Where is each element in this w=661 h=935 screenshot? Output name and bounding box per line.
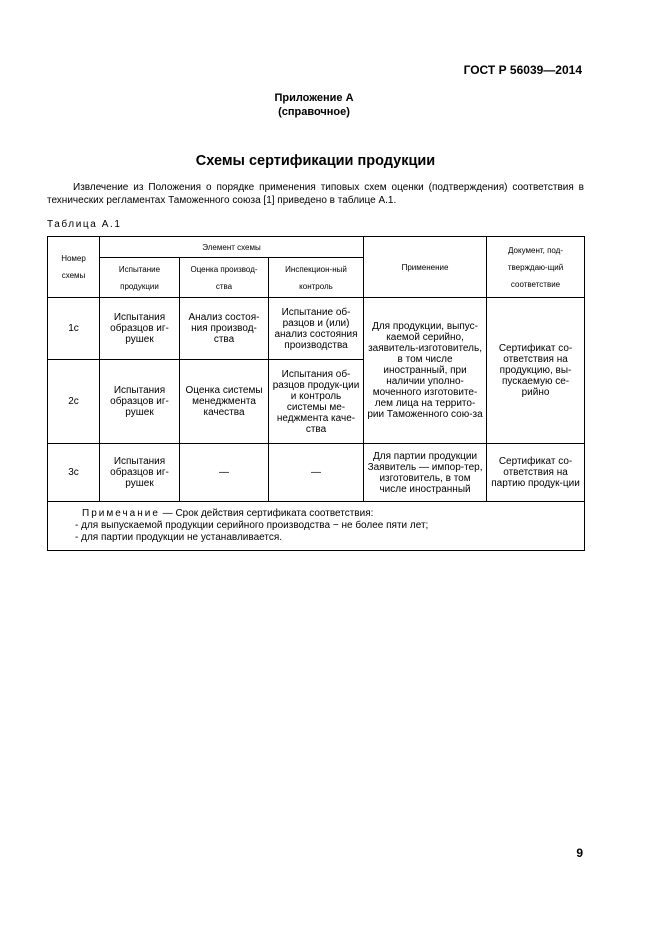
annex-title: Приложение А xyxy=(274,92,354,104)
header-production-assessment: Оценка производ-ства xyxy=(180,258,269,298)
annex-type: (справочное) xyxy=(278,106,350,118)
header-document: Документ, под-тверждаю-щий соответствие xyxy=(487,237,585,298)
application-cell-serial: Для продукции, выпус-каемой серийно, заявитель-изготовитель, в том числе иностранный, при наличии уполно-моченного изготовите-лем лица на террито-рии Таможенного сою-за xyxy=(364,298,487,444)
sample-testing-cell: Испытания образцов иг-рушек xyxy=(100,444,180,502)
application-cell-batch: Для партии продукции Заявитель — импор-тер, изготовитель, в том числе иностранный xyxy=(364,444,487,502)
table-note-row xyxy=(48,502,585,551)
table-note xyxy=(48,502,585,551)
intro-paragraph xyxy=(47,181,584,207)
inspection-control-cell: — xyxy=(269,444,364,502)
inspection-control-cell: Испытания об-разцов продук-ции и контроль системы ме-неджмента каче-ства xyxy=(269,360,364,444)
production-assessment-cell: Оценка системы менеджмента качества xyxy=(180,360,269,444)
scheme-number: 1с xyxy=(48,298,100,360)
standard-code: ГОСТ Р 56039—2014 xyxy=(463,63,582,77)
inspection-control-cell: Испытание об-разцов и (или) анализ состояния производства xyxy=(269,298,364,360)
production-assessment-cell: Анализ состоя-ния производ-ства xyxy=(180,298,269,360)
production-assessment-cell: — xyxy=(180,444,269,502)
header-application: Применение xyxy=(364,237,487,298)
note-line-batch: - для партии продукции не устанавливается. xyxy=(75,532,283,543)
sample-testing-cell: Испытания образцов иг-рушек xyxy=(100,360,180,444)
header-sample-testing: Испытание продукции xyxy=(100,258,180,298)
table-row xyxy=(48,444,585,502)
note-text: — Срок действия сертификата соответствия: xyxy=(159,508,374,519)
document-cell-serial: Сертификат со-ответствия на продукцию, вы-пускаемую се-рийно xyxy=(487,298,585,444)
note-label: Примечание xyxy=(82,508,160,519)
page-number: 9 xyxy=(576,846,583,860)
scheme-number: 3с xyxy=(48,444,100,502)
header-scheme-element: Элемент схемы xyxy=(100,237,364,258)
table-caption: Таблица А.1 xyxy=(47,219,122,230)
header-scheme-number: Номер схемы xyxy=(48,237,100,298)
document-title: Схемы сертификации продукции xyxy=(195,153,436,169)
header-inspection-control: Инспекцион-ный контроль xyxy=(269,258,364,298)
certification-schemes-table xyxy=(47,236,585,551)
sample-testing-cell: Испытания образцов иг-рушек xyxy=(100,298,180,360)
table-row xyxy=(48,298,585,360)
annex-heading xyxy=(0,91,628,119)
intro-text: Извлечение из Положения о порядке применения типовых схем оценки (подтверждения) соответствия в технических регламентах Таможенного союза [1] приведено в таблице А.1. xyxy=(47,182,584,206)
document-cell-batch: Сертификат со-ответствия на партию продук-ции xyxy=(487,444,585,502)
scheme-number: 2с xyxy=(48,360,100,444)
note-line-serial: - для выпускаемой продукции серийного производства − не более пяти лет; xyxy=(75,520,429,531)
